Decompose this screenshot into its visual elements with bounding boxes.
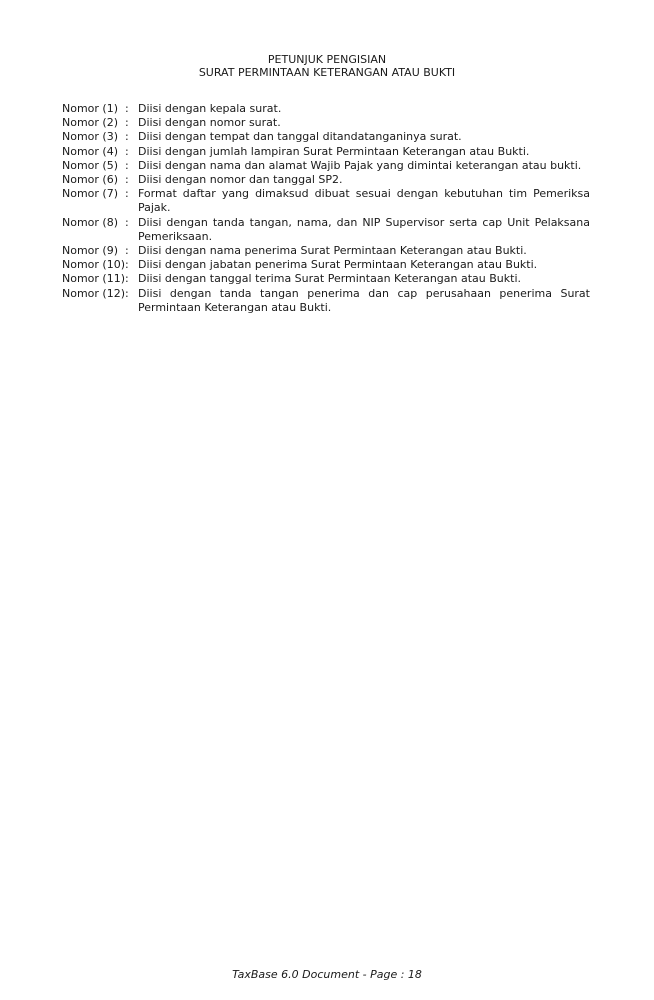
row-text: Diisi dengan tanda tangan, nama, dan NIP Supervisor serta cap Unit Pelaksana Pemeriksaan.: [138, 215, 590, 243]
instruction-row: [62, 145, 590, 159]
title-line-1: PETUNJUK PENGISIAN: [267, 53, 387, 66]
row-label: Nomor (1): [62, 102, 119, 115]
instruction-row: [62, 272, 590, 286]
row-text: Diisi dengan kepala surat.: [138, 102, 282, 115]
document-title: [0, 0, 654, 79]
row-colon: :: [125, 187, 129, 201]
row-colon: :: [125, 272, 129, 286]
row-label: Nomor (5): [62, 158, 119, 172]
row-label: Nomor (12): [62, 286, 126, 300]
page-footer: TaxBase 6.0 Document - Page : 18: [232, 968, 422, 981]
row-text: Diisi dengan jabatan penerima Surat Permintaan Keterangan atau Bukti.: [138, 258, 538, 272]
row-colon: :: [125, 215, 129, 229]
row-label: Nomor (8): [62, 215, 119, 229]
row-text: Diisi dengan tanda tangan penerima dan cap perusahaan penerima Surat Permintaan Keterangan atau Bukti.: [138, 286, 590, 314]
row-text: Diisi dengan tempat dan tanggal ditandatanganinya surat.: [138, 130, 462, 144]
row-label: Nomor (2): [62, 116, 119, 130]
row-text: Diisi dengan nama dan alamat Wajib Pajak yang dimintai keterangan atau bukti.: [138, 158, 582, 172]
instruction-list: [0, 102, 654, 315]
instruction-row: [62, 116, 590, 130]
row-colon: :: [125, 244, 129, 258]
row-colon: :: [125, 116, 129, 130]
instruction-row: [62, 159, 590, 173]
instruction-row: [62, 216, 590, 244]
row-label: Nomor (7): [62, 187, 119, 201]
instruction-row: [62, 287, 590, 315]
instruction-row: [62, 130, 590, 144]
instruction-row: [62, 187, 590, 215]
row-label: Nomor (4): [62, 144, 119, 158]
row-text: Diisi dengan nama penerima Surat Permintaan Keterangan atau Bukti.: [138, 244, 527, 258]
row-label: Nomor (11): [62, 272, 126, 286]
instruction-row: [62, 244, 590, 258]
row-text: Diisi dengan nomor dan tanggal SP2.: [138, 173, 343, 187]
row-colon: :: [125, 102, 129, 115]
row-text: Diisi dengan nomor surat.: [138, 116, 281, 130]
row-label: Nomor (9): [62, 244, 119, 258]
row-colon: :: [125, 258, 129, 272]
row-colon: :: [125, 173, 129, 187]
row-colon: :: [125, 158, 129, 172]
row-text: Format daftar yang dimaksud dibuat sesuai dengan kebutuhan tim Pemeriksa Pajak.: [138, 187, 590, 215]
instruction-row: [62, 102, 590, 116]
row-colon: :: [125, 286, 129, 300]
row-text: Diisi dengan jumlah lampiran Surat Permintaan Keterangan atau Bukti.: [138, 144, 530, 158]
row-label: Nomor (6): [62, 173, 119, 187]
instruction-row: [62, 173, 590, 187]
row-label: Nomor (10): [62, 258, 126, 272]
row-colon: :: [125, 130, 129, 144]
row-colon: :: [125, 144, 129, 158]
row-text: Diisi dengan tanggal terima Surat Permintaan Keterangan atau Bukti.: [138, 272, 522, 286]
instruction-row: [62, 258, 590, 272]
row-label: Nomor (3): [62, 130, 119, 144]
title-line-2: SURAT PERMINTAAN KETERANGAN ATAU BUKTI: [198, 66, 456, 79]
